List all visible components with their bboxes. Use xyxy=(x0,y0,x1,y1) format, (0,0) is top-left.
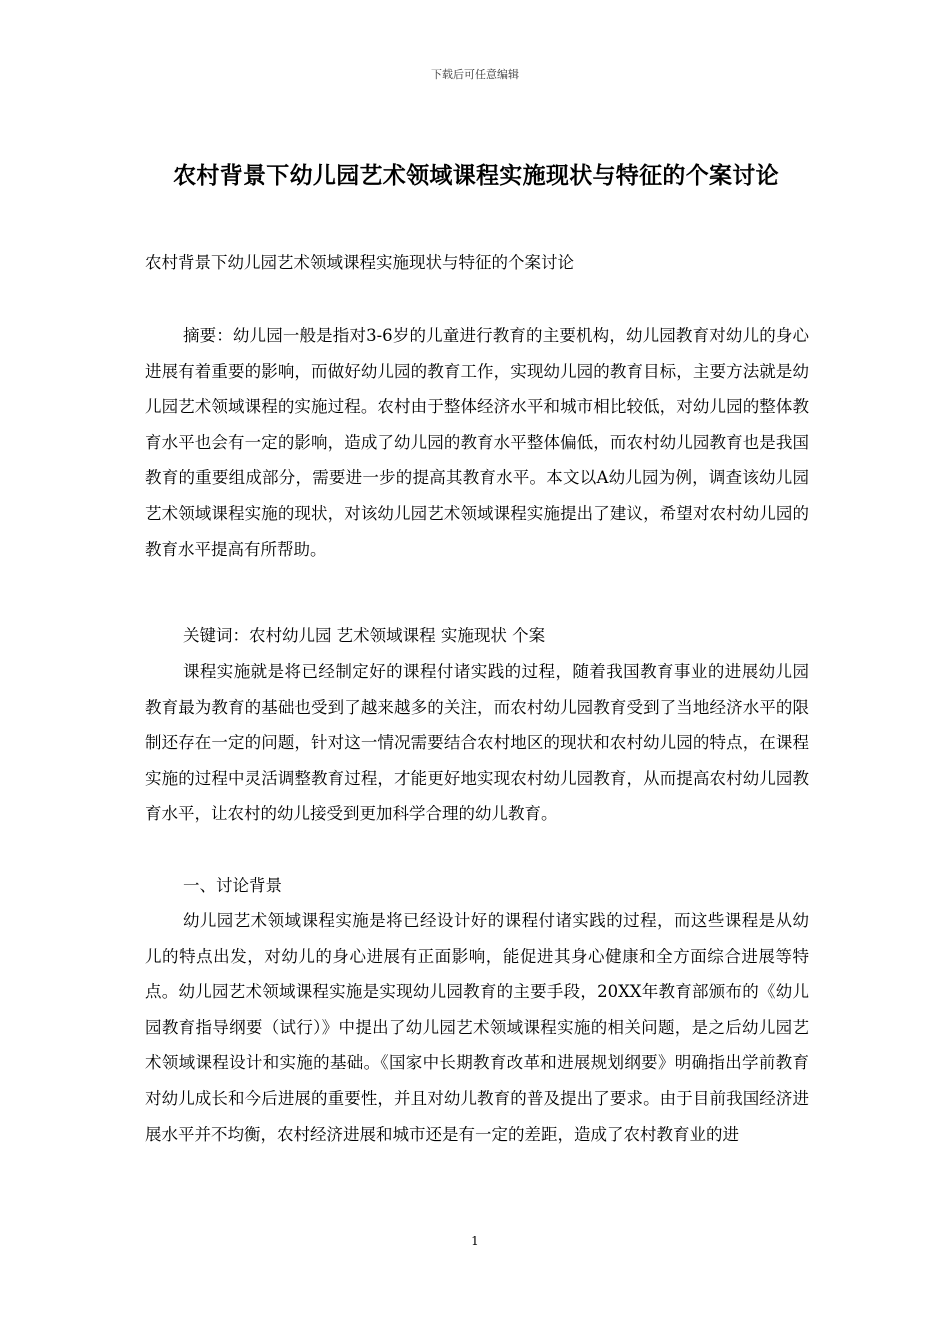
document-title: 农村背景下幼儿园艺术领域课程实施现状与特征的个案讨论 xyxy=(173,163,779,189)
page-number: 1 xyxy=(471,1234,479,1248)
section-paragraph: 幼儿园艺术领域课程实施是将已经设计好的课程付诸实践的过程，而这些课程是从幼儿的特点出发，对幼儿的身心进展有正面影响，能促进其身心健康和全方面综合进展等特点。幼儿园艺术领域课程实施是实现幼儿园教育的主要手段，20XX年教育部颁布的《幼儿园教育指导纲要（试行）》中提出了幼儿园艺术领域课程实施的相关问题，是之后幼儿园艺术领域课程设计和实施的基础。《国家中长期教育改革和进展规划纲要》明确指出学前教育对幼儿成长和今后进展的重要性，并且对幼儿教育的普及提出了要求。由于目前我国经济进展水平并不均衡，农村经济进展和城市还是有一定的差距，造成了农村教育业的进 xyxy=(145,911,809,1144)
keywords-line: 关键词：农村幼儿园 艺术领域课程 实施现状 个案 xyxy=(182,626,546,645)
document-subtitle: 农村背景下幼儿园艺术领域课程实施现状与特征的个案讨论 xyxy=(145,253,574,272)
header-note: 下载后可任意编辑 xyxy=(431,68,519,81)
section-heading: 一、讨论背景 xyxy=(182,876,282,895)
abstract-paragraph: 摘要：幼儿园一般是指对3-6岁的儿童进行教育的主要机构，幼儿园教育对幼儿的身心进展有着重要的影响，而做好幼儿园的教育工作，实现幼儿园的教育目标，主要方法就是幼儿园艺术领域课程的实施过程。农村由于整体经济水平和城市相比较低，对幼儿园的整体教育水平也会有一定的影响，造成了幼儿园的教育水平整体偏低，而农村幼儿园教育也是我国教育的重要组成部分，需要进一步的提高其教育水平。本文以A幼儿园为例，调查该幼儿园艺术领域课程实施的现状，对该幼儿园艺术领域课程实施提出了建议，希望对农村幼儿园的教育水平提高有所帮助。 xyxy=(145,326,809,559)
intro-paragraph: 课程实施就是将已经制定好的课程付诸实践的过程，随着我国教育事业的进展幼儿园教育最为教育的基础也受到了越来越多的关注，而农村幼儿园教育受到了当地经济水平的限制还存在一定的问题，针对这一情况需要结合农村地区的现状和农村幼儿园的特点，在课程实施的过程中灵活调整教育过程，才能更好地实现农村幼儿园教育，从而提高农村幼儿园教育水平，让农村的幼儿接受到更加科学合理的幼儿教育。 xyxy=(145,662,809,824)
